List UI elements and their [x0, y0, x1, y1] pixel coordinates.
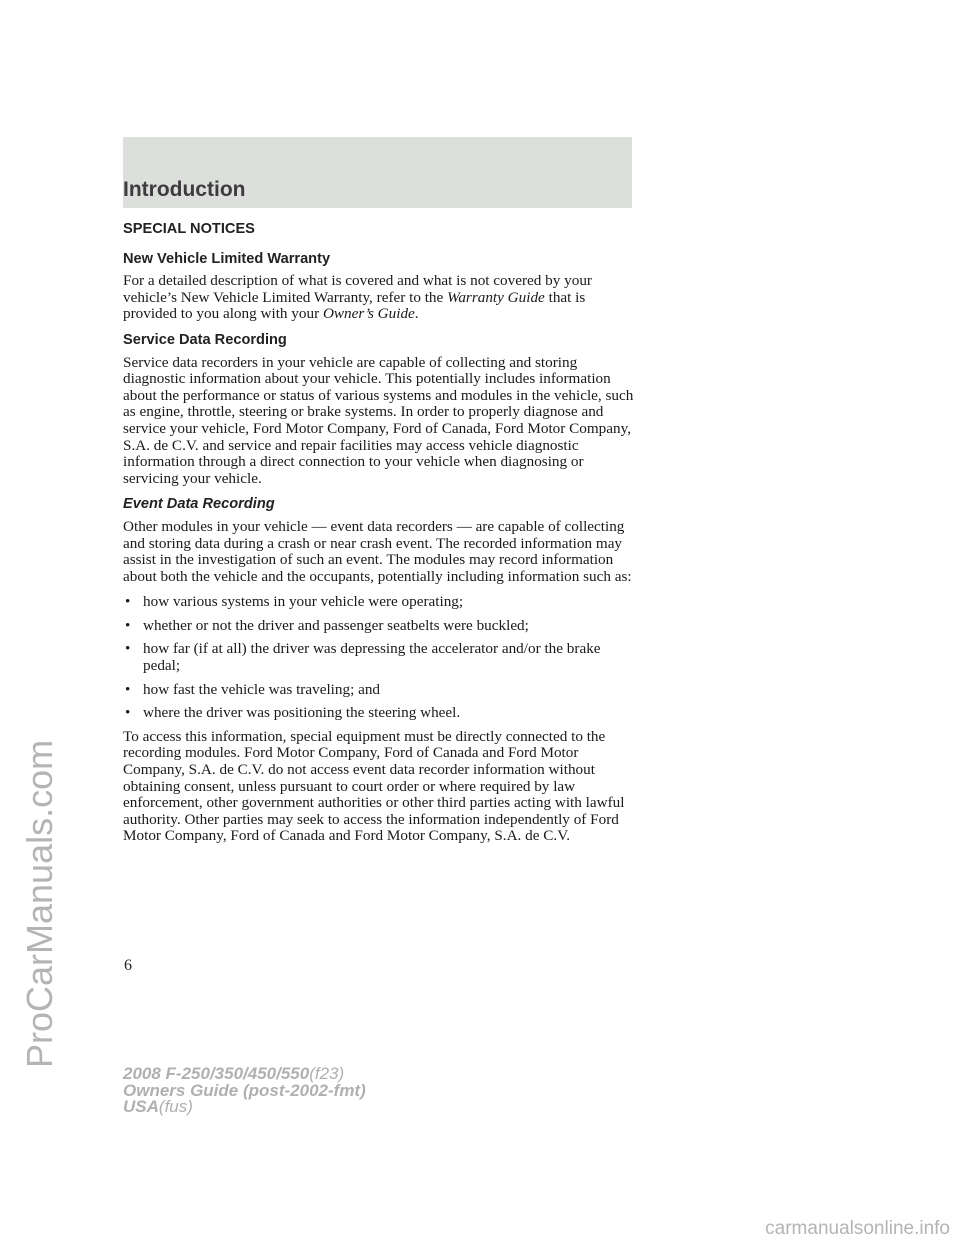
section-title: Introduction [123, 178, 246, 201]
footer-line-market [123, 1099, 366, 1116]
event-data-paragraph: Other modules in your vehicle — event data recorders — are capable of collecting and storing data during a crash or near crash event. The recorded information may assist in the investigation of such an event. The modules may record information about both the vehicle and the occupants, potentially including information such as: [123, 517, 632, 585]
list-item [123, 618, 635, 635]
bullet-icon: • [125, 680, 131, 698]
list-item-text: how far (if at all) the driver was depressing the accelerator and/or the brake pedal; [143, 640, 601, 675]
list-item-text: whether or not the driver and passenger seatbelts were buckled; [143, 616, 529, 634]
warranty-text-3: . [414, 305, 419, 323]
owners-guide-title: Owner’s Guide [322, 305, 415, 323]
list-item-text: how various systems in your vehicle were operating; [143, 593, 464, 611]
list-item-text: where the driver was positioning the steering wheel. [143, 704, 461, 722]
section-header-band [123, 137, 632, 208]
event-data-heading: Event Data Recording [123, 496, 275, 513]
watermark-left-text: ProCarManuals.com [19, 739, 60, 1068]
list-item [123, 641, 635, 674]
warranty-text-2: that is provided to you along with your [123, 288, 586, 323]
service-data-paragraph: Service data recorders in your vehicle are capable of collecting and storing diagnostic information about your vehicle. This potentially includes information about the performance or status of various systems and modules in the vehicle, such as engine, throttle, steering or brake systems. In order to properly diagnose and service your vehicle, Ford Motor Company, Ford of Canada, Ford Motor Company, S.A. de C.V. and service and repair facilities may access vehicle diagnostic information through a direct connection to your vehicle when diagnosing or servicing your vehicle. [123, 353, 634, 487]
service-data-heading: Service Data Recording [123, 331, 287, 348]
watermark-bottom-text: carmanualsonline.info [765, 1218, 950, 1239]
list-item-text: how fast the vehicle was traveling; and [143, 680, 381, 698]
bullet-icon: • [125, 593, 131, 611]
bullet-icon: • [125, 616, 131, 634]
event-data-list [123, 594, 635, 722]
footer-line-guide: Owners Guide (post-2002-fmt) [123, 1080, 366, 1100]
bullet-icon: • [125, 640, 131, 658]
page-number: 6 [124, 957, 132, 974]
footer-market: USA [123, 1097, 159, 1116]
list-item [123, 705, 635, 722]
special-notices-heading: SPECIAL NOTICES [123, 221, 255, 237]
page-content [123, 221, 635, 854]
warranty-text-1: For a detailed description of what is covered and what is not covered by your vehicle’s New Vehicle Limited Warranty, refer to the [123, 272, 592, 306]
warranty-guide-title: Warranty Guide [447, 288, 545, 306]
bullet-icon: • [125, 704, 131, 722]
document-footer [123, 1066, 366, 1116]
warranty-paragraph [123, 273, 635, 323]
list-item [123, 594, 635, 611]
warranty-heading: New Vehicle Limited Warranty [123, 250, 331, 267]
footer-model-code: (f23) [309, 1064, 345, 1083]
footer-model: 2008 F-250/350/450/550 [123, 1064, 310, 1083]
list-item [123, 682, 635, 699]
access-paragraph: To access this information, special equipment must be directly connected to the recording modules. Ford Motor Company, Ford of Canada and Ford Motor Company, S.A. de C.V. do not access event data recorder information without obtaining consent, unless pursuant to court order or where required by law enforcement, other government authorities or other third parties acting with lawful authority. Other parties may seek to access the information independently of Ford Motor Company, Ford of Canada and Ford Motor Company, S.A. de C.V. [123, 727, 625, 845]
footer-market-code: (fus) [158, 1097, 193, 1116]
